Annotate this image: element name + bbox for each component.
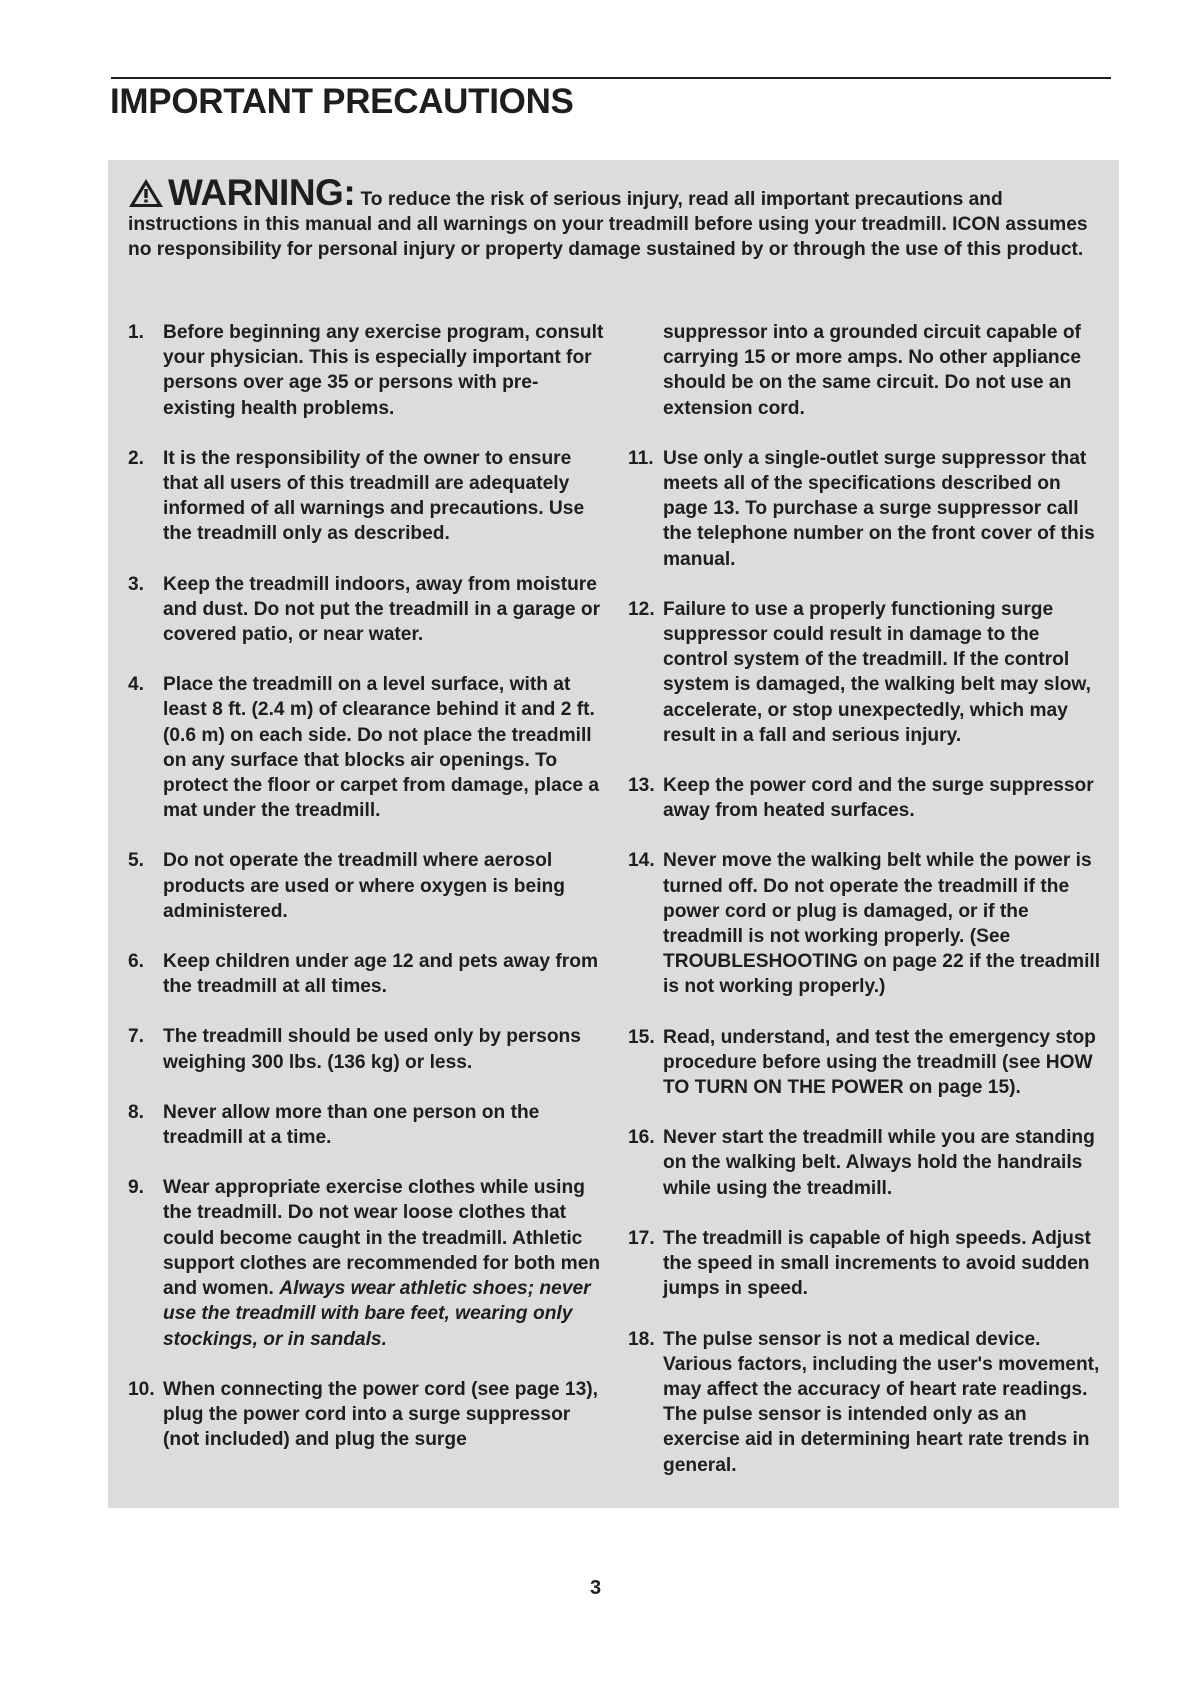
item-number: 7. bbox=[128, 1026, 145, 1048]
list-item bbox=[628, 773, 1104, 823]
item-10-continuation: suppressor into a grounded circuit capable of carrying 15 or more amps. No other appliance should be on the same circuit. Do not use an extension cord. bbox=[663, 322, 1081, 419]
item-text: The treadmill is capable of high speeds. Adjust the speed in small increments to avoid sudden jumps in speed. bbox=[663, 1227, 1091, 1300]
list-item bbox=[628, 1025, 1104, 1101]
item-text: Keep the power cord and the surge suppressor away from heated surfaces. bbox=[663, 775, 1094, 822]
item-text: Keep the treadmill indoors, away from moisture and dust. Do not put the treadmill in a garage or covered patio, or near water. bbox=[163, 573, 601, 646]
item-number: 18. bbox=[628, 1328, 655, 1350]
item-text: Do not operate the treadmill where aerosol products are used or where oxygen is being administered. bbox=[163, 850, 565, 922]
page-number: 3 bbox=[589, 1577, 602, 1599]
warning-body: To reduce the risk of serious injury, read all important precautions and instructions in this manual and all warnings on your treadmill before using your treadmill. ICON assumes no responsibility for personal injury or property damage sustained by or through the use of this product. bbox=[128, 189, 1088, 260]
list-item bbox=[128, 320, 604, 421]
warning-label: WARNING: bbox=[168, 172, 356, 213]
warning-statement bbox=[128, 172, 1098, 262]
item-text: Failure to use a properly functioning surge suppressor could result in damage to the control system of the treadmill. If the control system is damaged, the walking belt may slow, accelerate, or stop unexpectedly, which may result in a fall and serious injury. bbox=[663, 598, 1091, 746]
item-text: Wear appropriate exercise clothes while using the treadmill. Do not wear loose clothes that could become caught in the treadmill. Athletic support clothes are recommended for both men and women. bbox=[163, 1177, 601, 1300]
item-number: 5. bbox=[128, 850, 145, 872]
item-text: Never allow more than one person on the treadmill at a time. bbox=[163, 1101, 540, 1149]
item-number: 6. bbox=[128, 951, 145, 973]
warning-box bbox=[108, 160, 1119, 1508]
item-text: The pulse sensor is not a medical device. Various factors, including the user's movement, may affect the accuracy of heart rate readings. The pulse sensor is intended only as an exercise aid in determining heart rate trends in general. bbox=[663, 1328, 1100, 1476]
list-item bbox=[128, 672, 604, 823]
item-text: When connecting the power cord (see page 13), plug the power cord into a surge suppressor (not included) and plug the surge bbox=[163, 1378, 598, 1451]
item-number: 11. bbox=[628, 447, 654, 469]
item-text: Use only a single-outlet surge suppressor that meets all of the specifications described on page 13. To purchase a surge suppressor call the telephone number on the front cover of this manual. bbox=[663, 447, 1095, 570]
warning-triangle-icon bbox=[128, 178, 164, 208]
list-item bbox=[628, 1125, 1104, 1201]
list-item bbox=[128, 1100, 604, 1150]
item-text: Never start the treadmill while you are standing on the walking belt. Always hold the handrails while using the treadmill. bbox=[663, 1127, 1095, 1199]
item-text: Never move the walking belt while the power is turned off. Do not operate the treadmill if the power cord or plug is damaged, or if the treadmill is not working properly. (See TROUBLESHOOTING on page 22 if the treadmill is not working properly.) bbox=[663, 850, 1101, 998]
list-item bbox=[128, 949, 604, 999]
precautions-right-column bbox=[628, 320, 1104, 1503]
list-item bbox=[628, 1327, 1104, 1478]
item-number: 4. bbox=[128, 674, 145, 696]
item-number: 17. bbox=[628, 1227, 655, 1249]
list-item bbox=[628, 1226, 1104, 1302]
item-number: 16. bbox=[628, 1127, 655, 1149]
list-item bbox=[128, 572, 604, 648]
item-text: Keep children under age 12 and pets away from the treadmill at all times. bbox=[163, 951, 599, 998]
item-text: Before beginning any exercise program, consult your physician. This is especially important for persons over age 35 or persons with pre-existing health problems. bbox=[163, 322, 604, 419]
item-text: The treadmill should be used only by persons weighing 300 lbs. (136 kg) or less. bbox=[163, 1026, 581, 1073]
list-item bbox=[128, 1175, 604, 1351]
item-number: 3. bbox=[128, 573, 145, 595]
list-item bbox=[128, 848, 604, 924]
page-title: IMPORTANT PRECAUTIONS bbox=[110, 82, 574, 121]
item-text: It is the responsibility of the owner to ensure that all users of this treadmill are adequately informed of all warnings and precautions. Use the treadmill only as described. bbox=[163, 447, 585, 545]
list-item bbox=[128, 1377, 604, 1453]
item-number: 14. bbox=[628, 850, 655, 872]
item-number: 12. bbox=[628, 598, 655, 620]
item-text: Read, understand, and test the emergency stop procedure before using the treadmill (see HOW TO TURN ON THE POWER on page 15). bbox=[663, 1026, 1096, 1099]
item-emphasis: Always wear athletic shoes; never use the treadmill with bare feet, wearing only stockings, or in sandals. bbox=[163, 1278, 591, 1350]
list-item bbox=[628, 446, 1104, 572]
item-text: Place the treadmill on a level surface, with at least 8 ft. (2.4 m) of clearance behind it and 2 ft. (0.6 m) on each side. Do not place the treadmill on any surface that blocks air openings. To protect the floor or carpet from damage, place a mat under the treadmill. bbox=[163, 674, 600, 822]
item-number: 8. bbox=[128, 1101, 145, 1123]
item-number: 9. bbox=[128, 1177, 145, 1199]
item-number: 13. bbox=[628, 775, 655, 797]
header-rule bbox=[111, 77, 1111, 79]
item-number: 15. bbox=[628, 1026, 655, 1048]
list-item bbox=[628, 848, 1104, 999]
item-number: 2. bbox=[128, 447, 145, 469]
list-item bbox=[128, 1024, 604, 1074]
list-item bbox=[128, 446, 604, 547]
list-item bbox=[628, 597, 1104, 748]
precautions-left-column bbox=[128, 320, 604, 1477]
item-number: 1. bbox=[128, 322, 145, 343]
item-number: 10. bbox=[128, 1378, 155, 1400]
